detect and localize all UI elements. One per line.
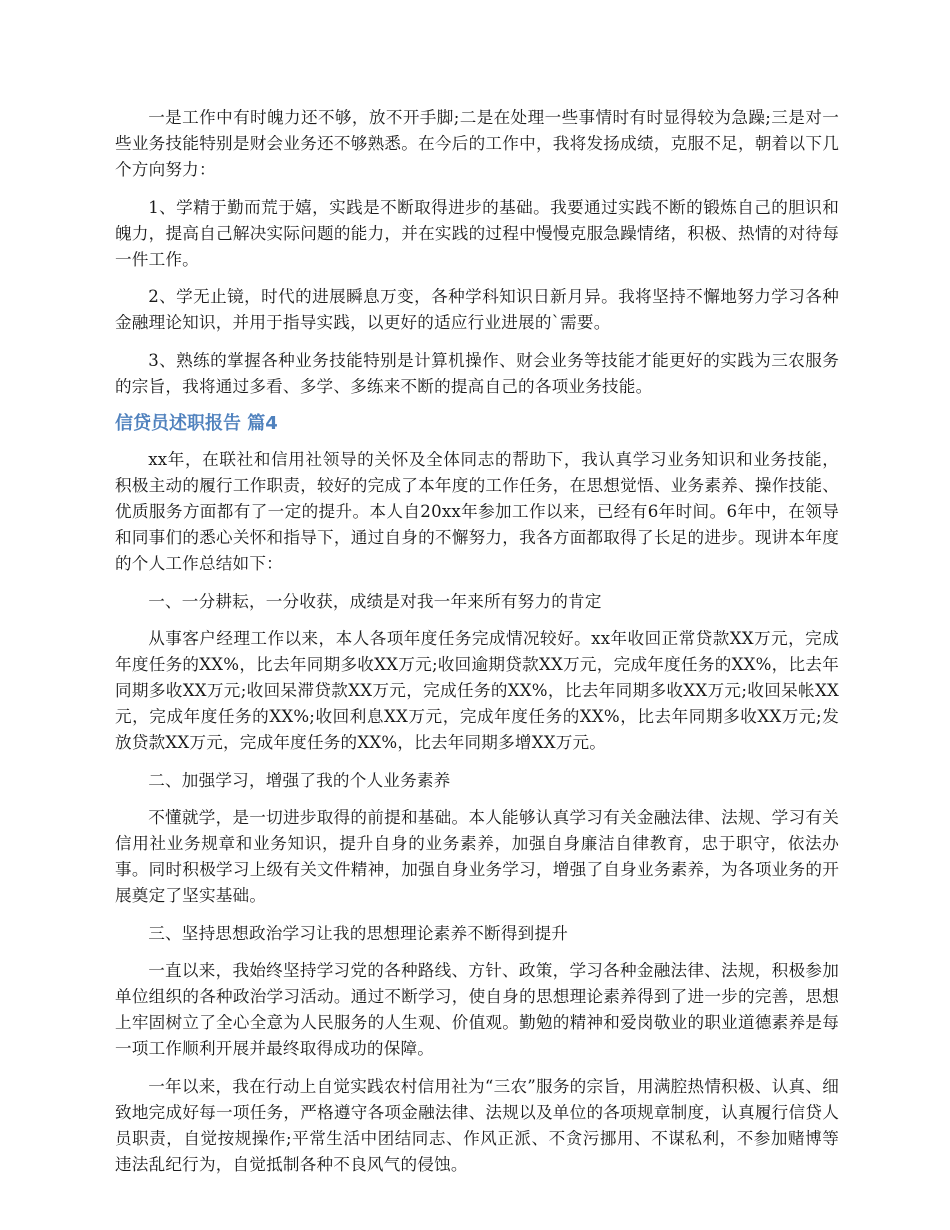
- paragraph-improvement-1: 1、学精于勤而荒于嬉，实践是不断取得进步的基础。我要通过实践不断的锻炼自己的胆识和魄力，提高自己解决实际问题的能力，并在实践的过程中慢慢克服急躁情绪，积极、热情的对待每一件工作。: [115, 197, 839, 269]
- paragraph-weaknesses: 一是工作中有时魄力还不够，放不开手脚;二是在处理一些事情时有时显得较为急躁;三是对一些业务技能特别是财会业务还不够熟悉。在今后的工作中，我将发扬成绩，克服不足，朝着以下几个方向努力：: [115, 108, 839, 179]
- paragraph-improvement-3: 3、熟练的掌握各种业务技能特别是计算机操作、财会业务等技能才能更好的实践为三农服务的宗旨，我将通过多看、多学、多练来不断的提高自己的各项业务技能。: [115, 350, 839, 396]
- paragraph-intro: xx年，在联社和信用社领导的关怀及全体同志的帮助下，我认真学习业务知识和业务技能，积极主动的履行工作职责，较好的完成了本年度的工作任务，在思想觉悟、业务素养、操作技能、优质服务方面都有了一定的提升。本人自20xx年参加工作以来，已经有6年时间。6年中，在领导和同事们的悉心关怀和指导下，通过自身的不懈努力，我各方面都取得了长足的进步。现讲本年度的个人工作总结如下：: [115, 450, 839, 573]
- paragraph-achievements: 从事客户经理工作以来，本人各项年度任务完成情况较好。xx年收回正常贷款XX万元，完成年度任务的XX%，比去年同期多收XX万元;收回逾期贷款XX万元，完成年度任务的XX%，比去年同期多收XX万元;收回呆滞贷款XX万元，完成任务的XX%，比去年同期多收XX万元;收回呆帐XX元，完成年度任务的XX%;收回利息XX万元，完成年度任务的XX%，比去年同期多收XX万元;发放贷款XX万元，完成年度任务的XX%，比去年同期多增XX万元。: [115, 629, 839, 752]
- paragraph-improvement-2: 2、学无止镜，时代的进展瞬息万变，各种学科知识日新月异。我将坚持不懈地努力学习各种金融理论知识，并用于指导实践，以更好的适应行业进展的`需要。: [115, 287, 839, 332]
- subheading-achievements: 一、一分耕耘，一分收获，成绩是对我一年来所有努力的肯定: [148, 591, 602, 611]
- document-page: [115, 105, 839, 1189]
- subheading-political-study: 三、坚持思想政治学习让我的思想理论素养不断得到提升: [148, 923, 569, 943]
- subheading-study: 二、加强学习，增强了我的个人业务素养: [148, 770, 451, 790]
- paragraph-conduct: 一年以来，我在行动上自觉实践农村信用社为“三农”服务的宗旨，用满腔热情积极、认真、细致地完成好每一项任务，严格遵守各项金融法律、法规以及单位的各项规章制度，认真履行信贷人员职责，自觉按规操作;平常生活中团结同志、作风正派、不贪污挪用、不谋私利，不参加赌博等违法乱纪行为，自觉抵制各种不良风气的侵蚀。: [115, 1076, 839, 1174]
- paragraph-study: 不懂就学，是一切进步取得的前提和基础。本人能够认真学习有关金融法律、法规、学习有关信用社业务规章和业务知识，提升自身的业务素养，加强自身廉洁自律教育，忠于职守，依法办事。同时积极学习上级有关文件精神，加强自身业务学习，增强了自身业务素养，为各项业务的开展奠定了坚实基础。: [115, 808, 839, 905]
- section-heading: 信贷员述职报告 篇4: [115, 413, 278, 434]
- paragraph-political-study: 一直以来，我始终坚持学习党的各种路线、方针、政策，学习各种金融法律、法规，积极参加单位组织的各种政治学习活动。通过不断学习，使自身的思想理论素养得到了进一步的完善，思想上牢固树立了全心全意为人民服务的人生观、价值观。勤勉的精神和爱岗敬业的职业道德素养是每一项工作顺利开展并最终取得成功的保障。: [115, 961, 839, 1058]
